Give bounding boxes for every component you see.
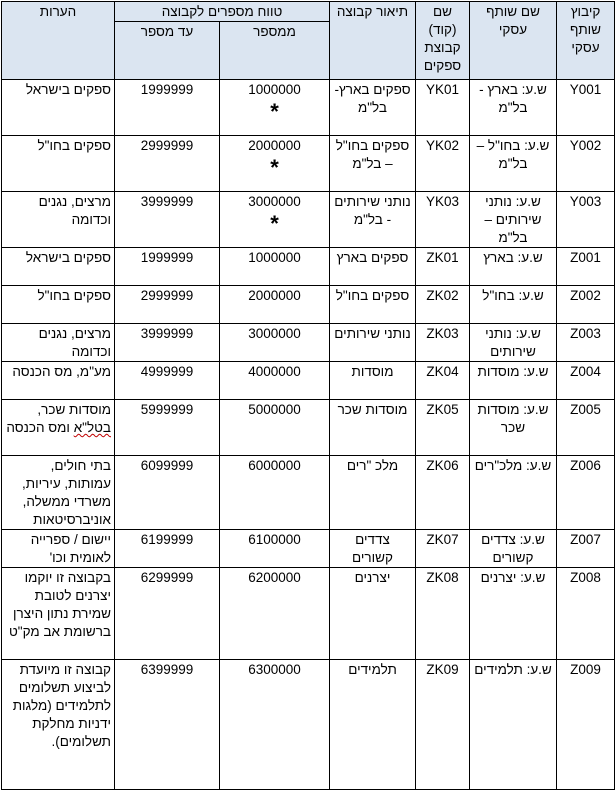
range-from-cell: 6200000	[220, 568, 330, 660]
table-row	[2, 192, 615, 248]
header-partner-name: שם שותף עסקי	[470, 2, 557, 80]
header-notes: הערות	[2, 2, 115, 80]
header-range-from: ממספר	[220, 22, 330, 80]
cluster-cell: Z009	[557, 660, 615, 790]
cluster-cell: Z004	[557, 362, 615, 400]
group-code-cell: YK03	[416, 192, 470, 248]
cluster-cell: Z007	[557, 530, 615, 568]
header-group-code: שם (קוד) קבוצת ספקים	[416, 2, 470, 80]
range-from-cell: 6300000	[220, 660, 330, 790]
table-row	[2, 136, 615, 192]
table-row	[2, 286, 615, 324]
range-from-value: 2000000	[248, 138, 301, 153]
range-to-cell: 6299999	[115, 568, 220, 660]
range-to-cell: 1999999	[115, 80, 220, 136]
group-description-cell: נותני שירותים	[330, 324, 416, 362]
cluster-cell: Z008	[557, 568, 615, 660]
range-from-cell	[220, 192, 330, 248]
notes-text-start: מוסדות שכר,	[37, 402, 111, 417]
range-to-cell: 4999999	[115, 362, 220, 400]
group-code-cell: ZK03	[416, 324, 470, 362]
range-to-cell: 2999999	[115, 286, 220, 324]
cluster-cell: Y003	[557, 192, 615, 248]
group-description-cell: מלכ "רים	[330, 456, 416, 530]
notes-cell: מרצים, נגנים וכדומה	[2, 324, 115, 362]
group-code-cell: ZK01	[416, 248, 470, 286]
notes-cell: ספקים בישראל	[2, 248, 115, 286]
range-from-cell: 1000000	[220, 248, 330, 286]
asterisk-marker: *	[270, 99, 279, 124]
cluster-cell: Z006	[557, 456, 615, 530]
cluster-cell: Y001	[557, 80, 615, 136]
asterisk-marker: *	[270, 155, 279, 180]
group-code-cell: ZK07	[416, 530, 470, 568]
group-code-cell: ZK04	[416, 362, 470, 400]
notes-cell: בקבוצה זו יוקמו יצרנים לטובת שמירת נתון היצרן ברשומת אב מק"ט	[2, 568, 115, 660]
range-to-cell: 6099999	[115, 456, 220, 530]
partner-name-cell: ש.ע: בארץ	[470, 248, 557, 286]
group-description-cell: ספקים בחו"ל	[330, 286, 416, 324]
cluster-cell: Y002	[557, 136, 615, 192]
notes-cell: ספקים בחו"ל	[2, 136, 115, 192]
group-code-cell: ZK09	[416, 660, 470, 790]
group-description-cell: ספקים בארץ	[330, 248, 416, 286]
asterisk-marker: *	[270, 211, 279, 236]
partner-name-cell: ש.ע: בחו"ל – בל"מ	[470, 136, 557, 192]
range-from-value: 1000000	[248, 82, 301, 97]
partner-name-cell: ש.ע: בארץ - בל"מ	[470, 80, 557, 136]
partner-name-cell: ש.ע: מלכ"רים	[470, 456, 557, 530]
cluster-cell: Z005	[557, 400, 615, 456]
partner-name-cell: ש.ע: בחו"ל	[470, 286, 557, 324]
table-row	[2, 324, 615, 362]
cluster-cell: Z003	[557, 324, 615, 362]
group-description-cell: תלמידים	[330, 660, 416, 790]
header-cluster: קיבוץ שותף עסקי	[557, 2, 615, 80]
supplier-groups-table	[1, 1, 615, 790]
range-from-cell: 4000000	[220, 362, 330, 400]
group-code-cell: ZK02	[416, 286, 470, 324]
notes-cell: ספקים בישראל	[2, 80, 115, 136]
partner-name-cell: ש.ע: נותני שירותים	[470, 324, 557, 362]
notes-cell: יישום / ספרייה לאומית וכו'	[2, 530, 115, 568]
cluster-cell: Z001	[557, 248, 615, 286]
table-row	[2, 568, 615, 660]
range-from-cell: 2000000	[220, 286, 330, 324]
header-range-to: עד מספר	[115, 22, 220, 80]
group-code-cell: YK01	[416, 80, 470, 136]
notes-cell: מע"מ, מס הכנסה	[2, 362, 115, 400]
group-code-cell: YK02	[416, 136, 470, 192]
partner-name-cell: ש.ע: יצרנים	[470, 568, 557, 660]
partner-name-cell: ש.ע: נותני שירותים – בל"מ	[470, 192, 557, 248]
cluster-cell: Z002	[557, 286, 615, 324]
group-code-cell: ZK08	[416, 568, 470, 660]
range-to-cell: 3999999	[115, 324, 220, 362]
range-to-cell: 2999999	[115, 136, 220, 192]
group-description-cell: ספקים בחו"ל – בל"מ	[330, 136, 416, 192]
range-to-cell: 5999999	[115, 400, 220, 456]
range-from-cell: 6000000	[220, 456, 330, 530]
notes-cell: מרצים, נגנים וכדומה	[2, 192, 115, 248]
notes-cell: קבוצה זו מיועדת לביצוע תשלומים לתלמידים (מלגות ידניות מחלקת תשלומים).	[2, 660, 115, 790]
range-to-cell: 6199999	[115, 530, 220, 568]
notes-cell: ספקים בחו"ל	[2, 286, 115, 324]
range-from-cell	[220, 80, 330, 136]
table-row	[2, 248, 615, 286]
partner-name-cell: ש.ע: צדדים קשורים	[470, 530, 557, 568]
range-from-cell: 3000000	[220, 324, 330, 362]
table-row	[2, 530, 615, 568]
range-from-cell: 5000000	[220, 400, 330, 456]
group-description-cell: נותני שירותים - בל"מ	[330, 192, 416, 248]
table-row	[2, 660, 615, 790]
partner-name-cell: ש.ע: תלמידים	[470, 660, 557, 790]
table-row	[2, 456, 615, 530]
group-code-cell: ZK05	[416, 400, 470, 456]
group-description-cell: יצרנים	[330, 568, 416, 660]
range-to-cell: 1999999	[115, 248, 220, 286]
table-row	[2, 362, 615, 400]
notes-text-end: ומס הכנסה	[6, 420, 74, 435]
range-from-value: 3000000	[248, 194, 301, 209]
group-description-cell: ספקים בארץ- בל"מ	[330, 80, 416, 136]
range-to-cell: 6399999	[115, 660, 220, 790]
notes-cell: בתי חולים, עמותות, עיריות, משרדי ממשלה, אוניברסיטאות	[2, 456, 115, 530]
group-description-cell: צדדים קשורים	[330, 530, 416, 568]
group-description-cell: מוסדות	[330, 362, 416, 400]
partner-name-cell: ש.ע: מוסדות	[470, 362, 557, 400]
table-row	[2, 400, 615, 456]
table-row	[2, 80, 615, 136]
range-from-cell	[220, 136, 330, 192]
range-from-cell: 6100000	[220, 530, 330, 568]
group-code-cell: ZK06	[416, 456, 470, 530]
header-group-description: תיאור קבוצה	[330, 2, 416, 80]
notes-cell	[2, 400, 115, 456]
header-number-range: טווח מספרים לקבוצה	[115, 2, 330, 22]
group-description-cell: מוסדות שכר	[330, 400, 416, 456]
partner-name-cell: ש.ע: מוסדות שכר	[470, 400, 557, 456]
range-to-cell: 3999999	[115, 192, 220, 248]
misspelled-word: בטל"א	[73, 420, 111, 435]
